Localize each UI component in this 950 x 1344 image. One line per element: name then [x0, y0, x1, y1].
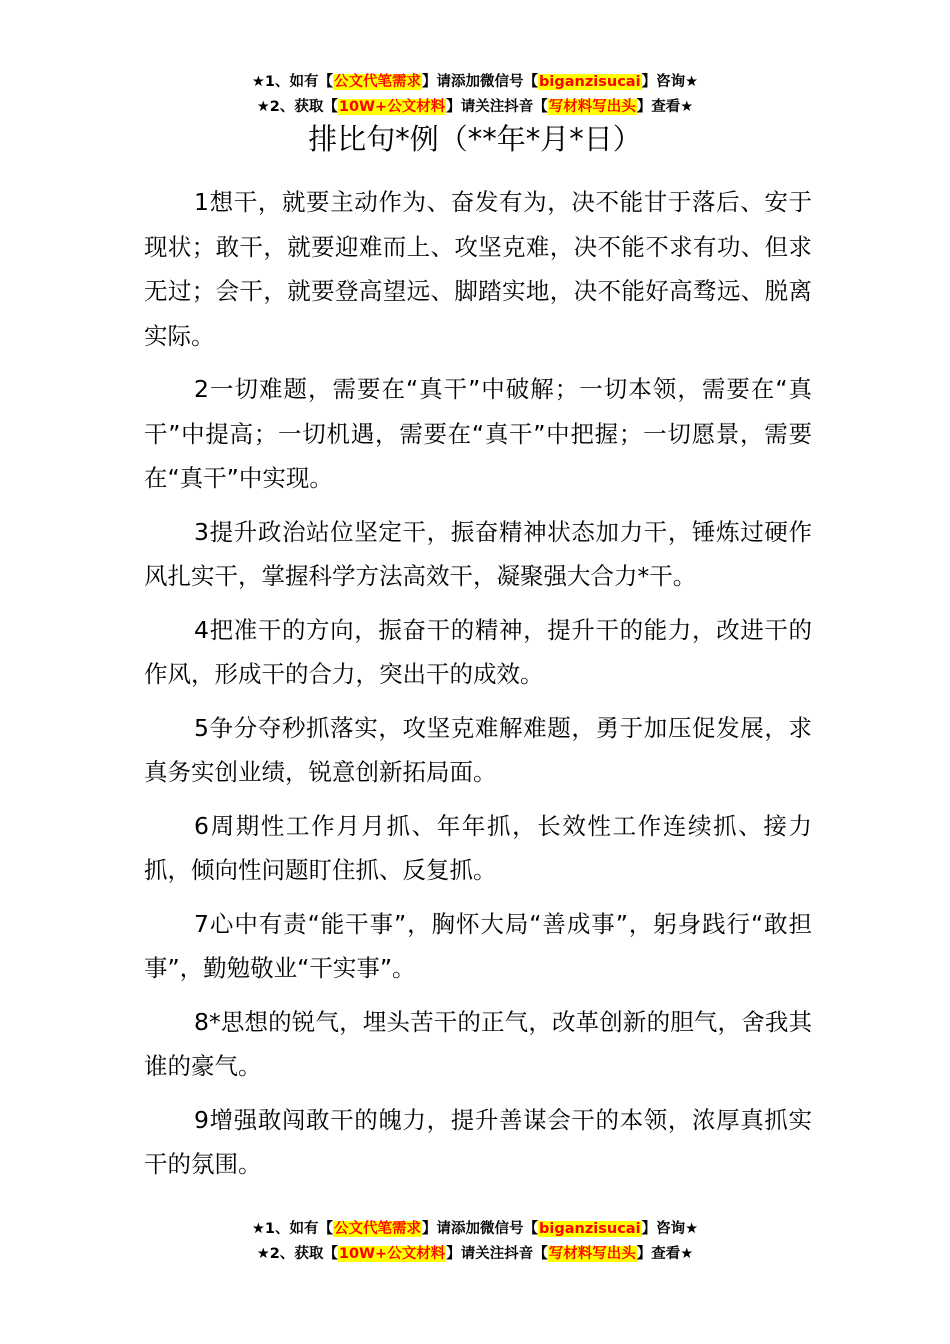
banner-line-1: [0, 70, 950, 95]
banner-highlight: biganzisucai: [539, 74, 641, 90]
header-banner: [0, 70, 950, 120]
banner-text: 】查看★: [636, 99, 694, 115]
paragraph: 2一切难题，需要在“真干”中破解；一切本领，需要在“真干”中提高；一切机遇，需要在“真干”中把握；一切愿景，需要在“真干”中实现。: [144, 375, 812, 492]
banner-text: ★2、获取【: [256, 99, 338, 115]
banner-text: ★1、如有【: [251, 74, 334, 90]
banner-emphasis: 关注: [475, 1246, 505, 1262]
banner-text: 微信号【: [480, 74, 539, 90]
banner-emphasis: 添加: [451, 1221, 481, 1237]
banner-text: 】请: [422, 1221, 452, 1237]
paragraph: 8*思想的锐气，埋头苦干的正气，改革创新的胆气，舍我其谁的豪气。: [144, 1007, 812, 1080]
banner-highlight: biganzisucai: [539, 1221, 641, 1237]
banner-text: 抖音【: [504, 99, 548, 115]
banner-text: ★1、如有【: [251, 1221, 334, 1237]
banner-highlight: 公文代笔需求: [334, 74, 422, 90]
banner-highlight: 公文代笔需求: [334, 1221, 422, 1237]
banner-text: 】咨询★: [641, 1221, 699, 1237]
banner-highlight: 写材料写出头: [548, 1246, 636, 1262]
banner-text: 微信号【: [480, 1221, 539, 1237]
banner-line-1: [0, 1217, 950, 1242]
banner-emphasis: 关注: [475, 99, 505, 115]
paragraph: 4把准干的方向，振奋干的精神，提升干的能力，改进干的作风，形成干的合力，突出干的成效。: [144, 615, 812, 688]
paragraph: 6周期性工作月月抓、年年抓，长效性工作连续抓、接力抓，倾向性问题盯住抓、反复抓。: [144, 811, 812, 884]
banner-text: 】查看★: [636, 1246, 694, 1262]
document-body: [144, 180, 812, 1196]
banner-text: 】请: [446, 1246, 476, 1262]
banner-text: 】咨询★: [641, 74, 699, 90]
banner-highlight: 写材料写出头: [548, 99, 636, 115]
banner-emphasis: 添加: [451, 74, 481, 90]
banner-line-2: [0, 1242, 950, 1267]
page-title: 排比句*例（**年*月*日）: [308, 122, 642, 156]
banner-text: 】请: [446, 99, 476, 115]
banner-highlight: 10W+公文材料: [338, 1246, 446, 1262]
banner-highlight: 10W+公文材料: [338, 99, 446, 115]
paragraph: 7心中有责“能干事”，胸怀大局“善成事”，躬身践行“敢担事”，勤勉敬业“干实事”。: [144, 909, 812, 982]
paragraph: 1想干，就要主动作为、奋发有为，决不能甘于落后、安于现状；敢干，就要迎难而上、攻坚克难，决不能不求有功、但求无过；会干，就要登高望远、脚踏实地，决不能好高骛远、脱离实际。: [144, 188, 812, 350]
footer-banner: [0, 1217, 950, 1267]
banner-text: ★2、获取【: [256, 1246, 338, 1262]
paragraph: 9增强敢闯敢干的魄力，提升善谋会干的本领，浓厚真抓实干的氛围。: [144, 1105, 812, 1178]
banner-text: 】请: [422, 74, 452, 90]
paragraph: 5争分夺秒抓落实，攻坚克难解难题，勇于加压促发展，求真务实创业绩，锐意创新拓局面。: [144, 713, 812, 786]
banner-text: 抖音【: [504, 1246, 548, 1262]
paragraph: 3提升政治站位坚定干，振奋精神状态加力干，锤炼过硬作风扎实干，掌握科学方法高效干，凝聚强大合力*干。: [144, 517, 812, 590]
